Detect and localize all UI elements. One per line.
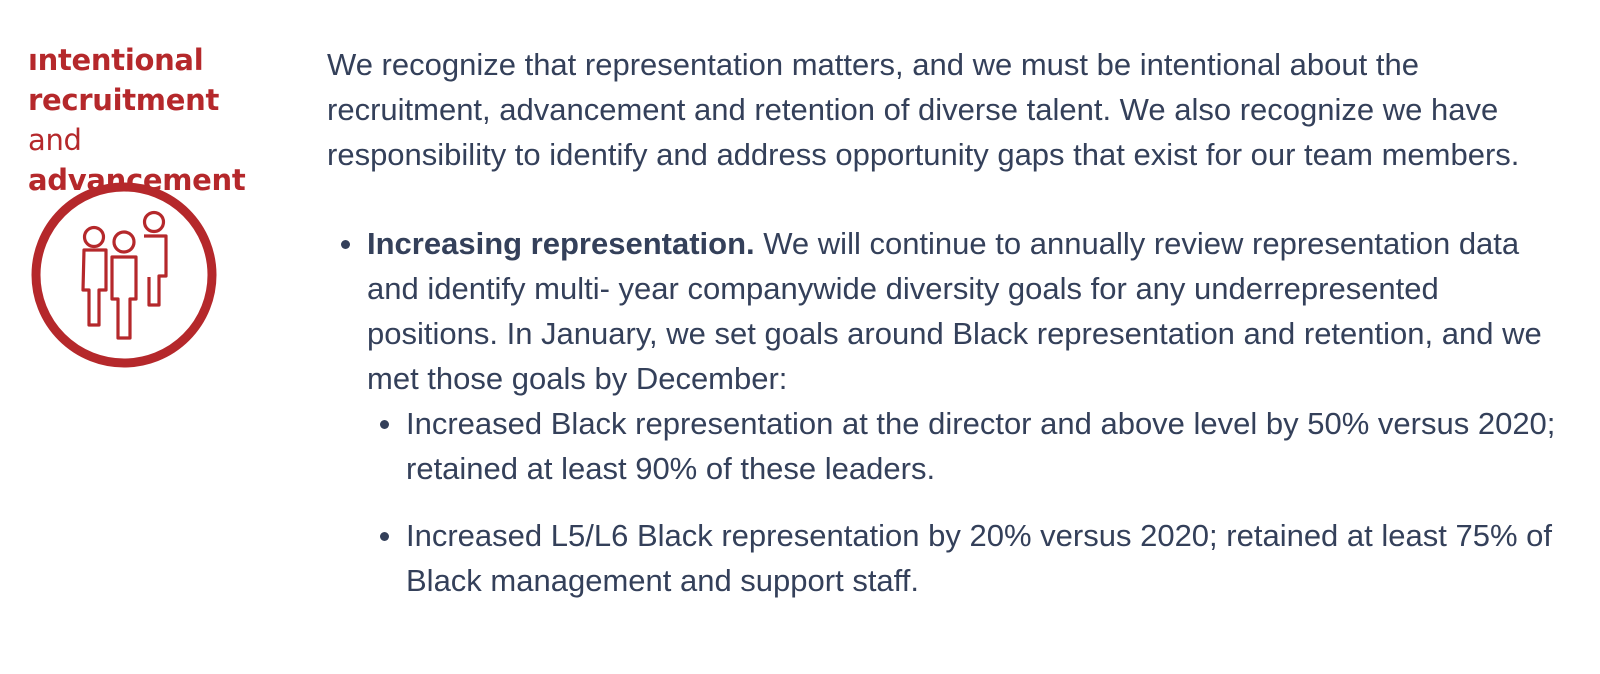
sub-list-item: Increased Black representation at the director and above level by 50% versus 2020; retained at least 90% of these leaders. bbox=[406, 401, 1577, 491]
people-group-icon bbox=[28, 182, 224, 378]
goals-sublist bbox=[367, 401, 1577, 603]
list-item bbox=[367, 221, 1577, 603]
sub-list-item: Increased L5/L6 Black representation by 20% versus 2020; retained at least 75% of Black management and support staff. bbox=[406, 513, 1577, 603]
heading-line-2: recruitment bbox=[28, 83, 220, 117]
main-content bbox=[327, 42, 1577, 603]
list-item-text: We will continue to annually review representation data and identify multi- year companywide diversity goals for any underrepresented positions. In January, we set goals around Black representation and retention, and we met those goals by December: bbox=[367, 226, 1542, 396]
list-item-lead: Increasing representation. bbox=[367, 226, 755, 261]
heading-line-1: ıntentional bbox=[28, 43, 204, 77]
commitment-list bbox=[327, 221, 1577, 603]
heading-line-3-bold: advancement bbox=[28, 163, 246, 197]
section-heading bbox=[28, 40, 298, 200]
heading-line-3-light: and bbox=[28, 123, 82, 157]
intro-paragraph: We recognize that representation matters, and we must be intentional about the recruitment, advancement and retention of diverse talent. We also recognize we have responsibility to identify and address opportunity gaps that exist for our team members. bbox=[327, 47, 1520, 172]
section-sidebar bbox=[28, 40, 298, 200]
